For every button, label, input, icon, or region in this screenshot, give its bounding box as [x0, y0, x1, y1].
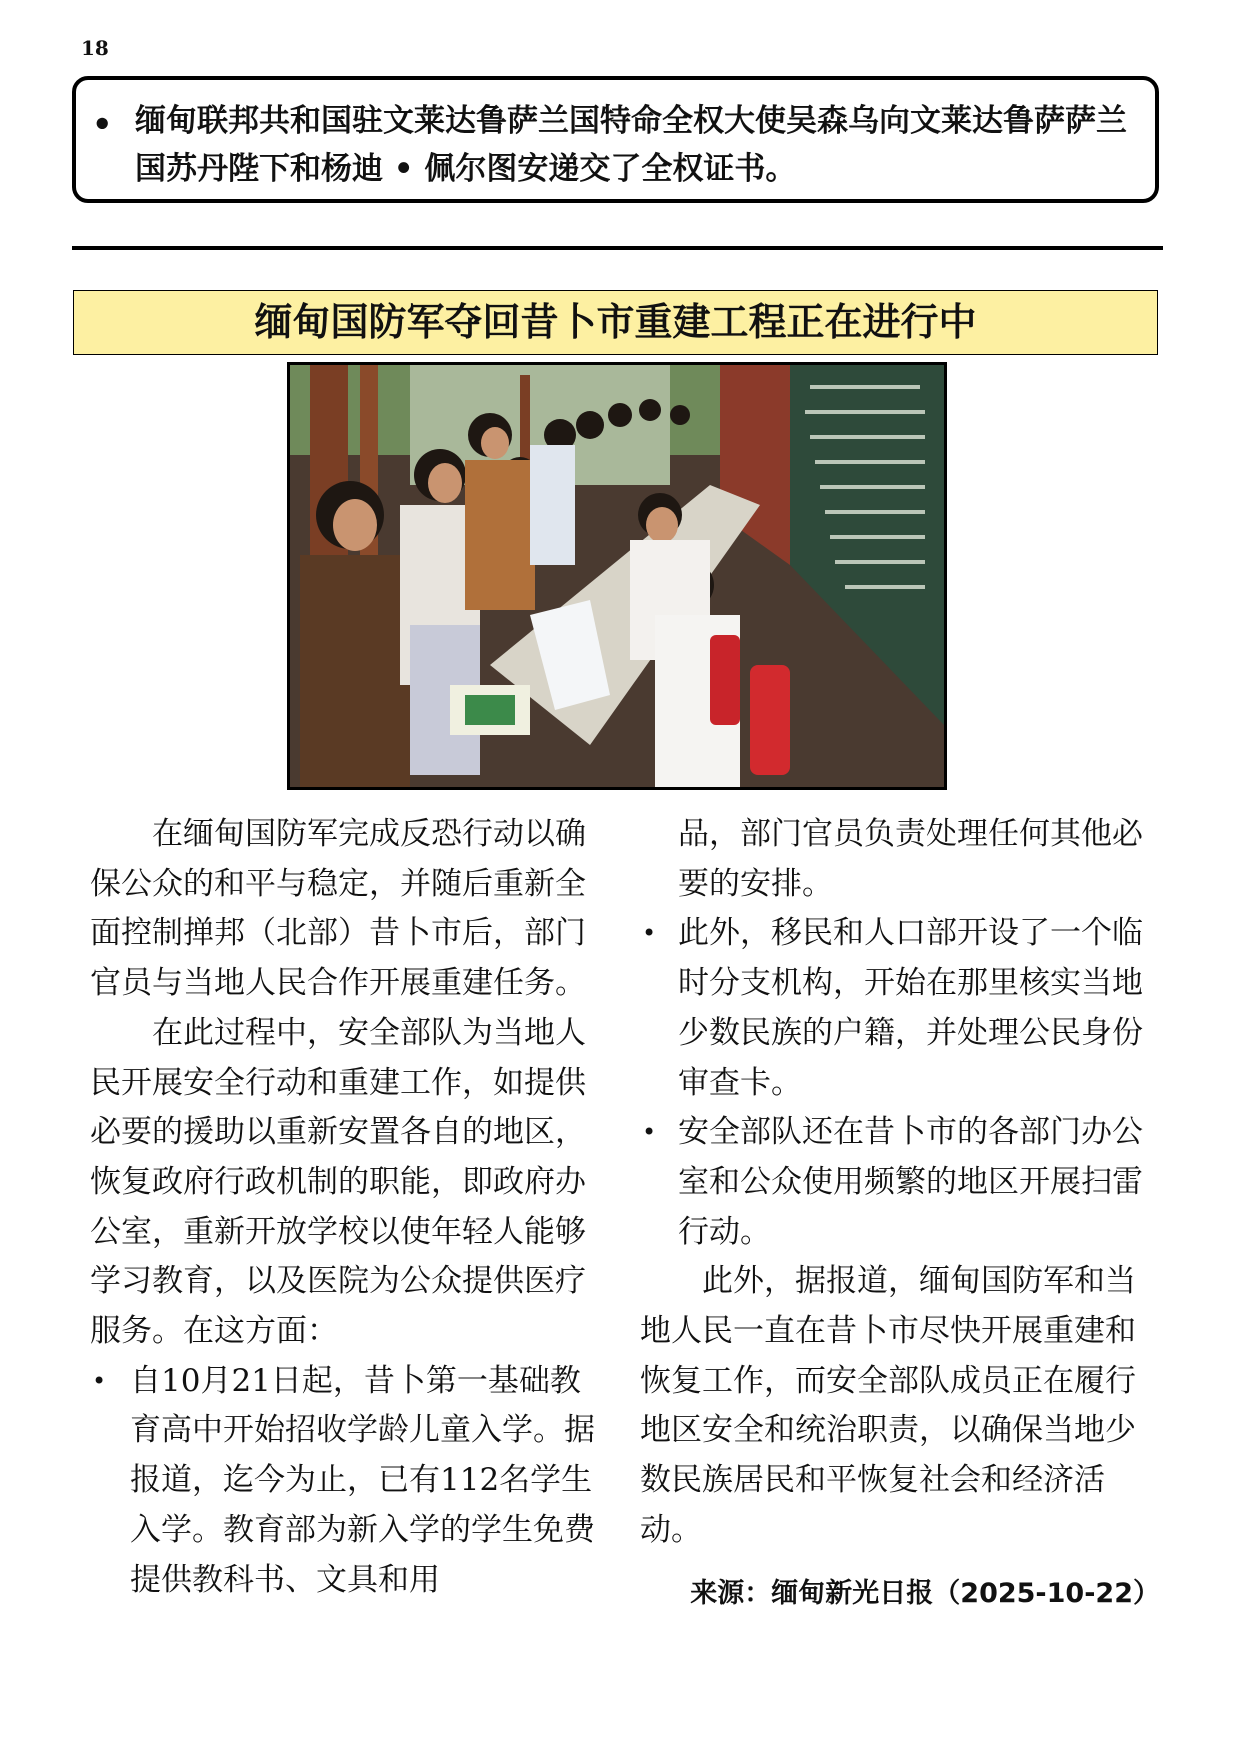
- article-source: 来源：缅甸新光日报（2025-10-22）: [690, 1578, 1160, 1609]
- article-headline: 缅甸国防军夺回昔卜市重建工程正在进行中: [73, 290, 1158, 355]
- right-column: [640, 810, 1155, 1556]
- bullet-item-school-cont: [640, 810, 1155, 909]
- bullet-dot: •: [642, 1118, 657, 1147]
- bullet-text: 自10月21日起，昔卜第一基础教育高中开始招收学龄儿童入学。据报道，迄今为止，已有112名学生入学。教育部为新入学的学生免费提供教科书、文具和用: [130, 1362, 595, 1598]
- bullet-dot: •: [642, 919, 657, 948]
- bullet-text: 品，部门官员负责处理任何其他必要的安排。: [678, 816, 1143, 902]
- bullet-dot: •: [92, 1366, 107, 1395]
- notice-bullet: •: [92, 105, 113, 143]
- bullet-text: 此外，移民和人口部开设了一个临时分支机构，开始在那里核实当地少数民族的户籍，并处理公民身份审查卡。: [678, 915, 1143, 1101]
- bullet-item-demining: [640, 1108, 1155, 1257]
- notice-box: [72, 76, 1159, 203]
- paragraph-final: 此外，据报道，缅甸国防军和当地人民一直在昔卜市尽快开展重建和恢复工作，而安全部队成员正在履行地区安全和统治职责，以确保当地少数民族居民和平恢复社会和经济活动。: [640, 1263, 1136, 1548]
- bullet-item-immigration: [640, 909, 1155, 1108]
- section-divider: [72, 246, 1163, 250]
- left-column: [90, 810, 598, 1605]
- photo-illustration: [290, 365, 944, 787]
- page-number: 18: [81, 36, 109, 60]
- bullet-text: 安全部队还在昔卜市的各部门办公室和公众使用频繁的地区开展扫雷行动。: [678, 1114, 1143, 1250]
- paragraph-process: 在此过程中，安全部队为当地人民开展安全行动和重建工作，如提供必要的援助以重新安置各自的地区，恢复政府行政机制的职能，即政府办公室，重新开放学校以使年轻人能够学习教育，以及医院为公众提供医疗服务。在这方面：: [90, 1014, 586, 1350]
- notice-text: 缅甸联邦共和国驻文莱达鲁萨兰国特命全权大使吴森乌向文莱达鲁萨萨兰国苏丹陛下和杨迪 • 佩尔图安递交了全权证书。: [135, 103, 1127, 187]
- paragraph-intro: 在缅甸国防军完成反恐行动以确保公众的和平与稳定，并随后重新全面控制掸邦（北部）昔卜市后，部门官员与当地人民合作开展重建任务。: [90, 816, 586, 1002]
- bullet-item-school: [90, 1357, 598, 1606]
- article-photo: [287, 362, 947, 790]
